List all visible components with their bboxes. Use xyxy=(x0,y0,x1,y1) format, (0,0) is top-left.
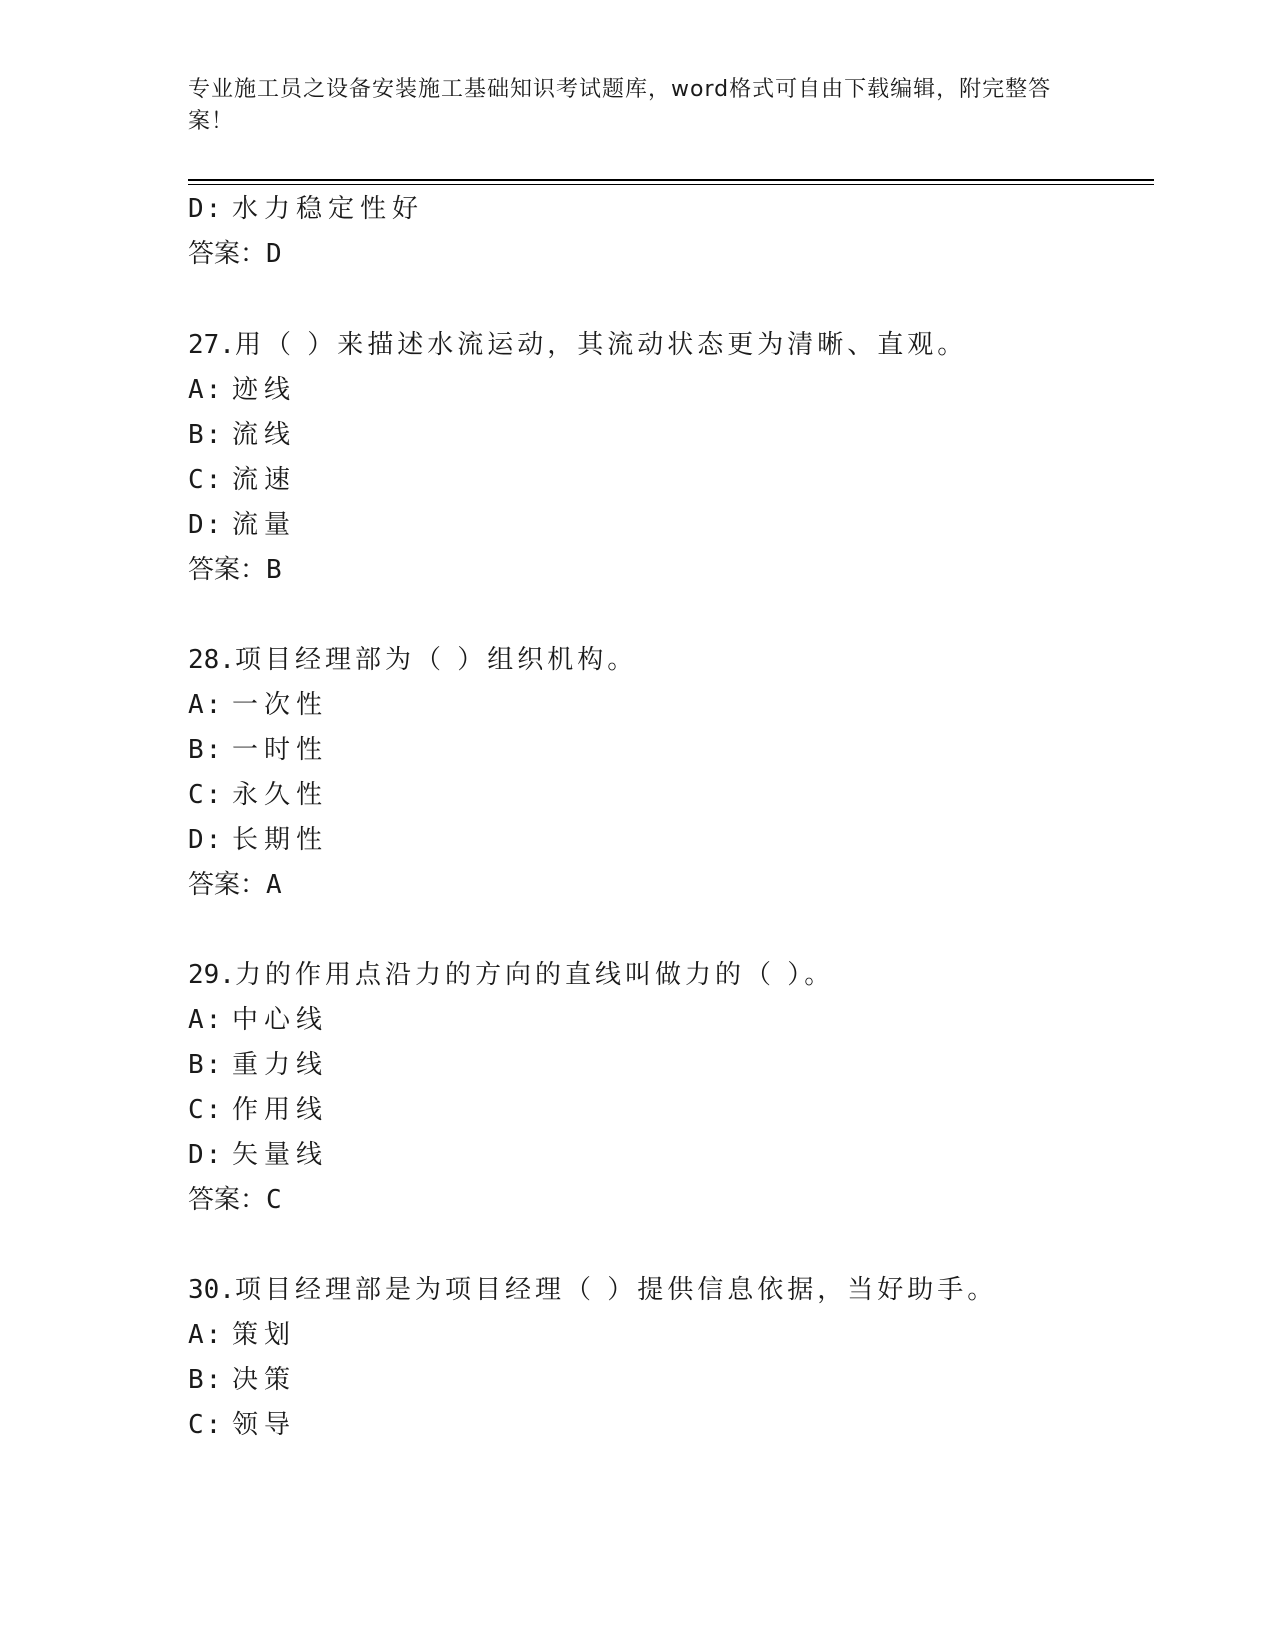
question-text: 力的作用点沿力的方向的直线叫做力的（ ）。 xyxy=(234,960,835,990)
question-text: 项目经理部为（ ）组织机构。 xyxy=(234,645,638,675)
option-label: A: xyxy=(188,375,224,405)
header-rule-thin xyxy=(188,184,1154,185)
option-label: C: xyxy=(188,780,224,810)
option-label: D: xyxy=(188,194,224,224)
question-text: 用（ ）来描述水流运动，其流动状态更为清晰、直观。 xyxy=(234,330,968,360)
question-28 xyxy=(188,643,637,677)
option-label: D: xyxy=(188,1140,224,1170)
question-30 xyxy=(188,1273,997,1307)
option-label: B: xyxy=(188,1365,224,1395)
q28-option-a xyxy=(188,688,328,722)
document-header: 专业施工员之设备安装施工基础知识考试题库，word格式可自由下载编辑，附完整答案！ xyxy=(188,77,1052,134)
option-text: 流线 xyxy=(232,420,297,450)
option-text: 领导 xyxy=(232,1410,297,1440)
option-text: 迹线 xyxy=(232,375,297,405)
q27-option-d xyxy=(188,508,296,542)
q28-option-b xyxy=(188,733,328,767)
question-29 xyxy=(188,958,834,992)
option-text: 矢量线 xyxy=(232,1140,329,1170)
option-label: D: xyxy=(188,825,224,855)
prev-answer xyxy=(188,237,282,271)
option-text: 一次性 xyxy=(232,690,329,720)
question-number: 30. xyxy=(188,1275,235,1305)
question-27 xyxy=(188,328,967,362)
answer-label: 答案： xyxy=(188,1185,267,1215)
option-text: 重力线 xyxy=(232,1050,329,1080)
answer-label: 答案： xyxy=(188,870,267,900)
q29-option-c xyxy=(188,1093,328,1127)
option-text: 决策 xyxy=(232,1365,297,1395)
question-number: 28. xyxy=(188,645,235,675)
q28-option-d xyxy=(188,823,328,857)
q28-option-c xyxy=(188,778,328,812)
header-rule-thick xyxy=(188,179,1154,181)
answer-value: B xyxy=(266,555,282,585)
option-label: A: xyxy=(188,1320,224,1350)
option-text: 流量 xyxy=(232,510,297,540)
prev-option-d xyxy=(188,192,424,226)
option-label: C: xyxy=(188,1095,224,1125)
question-number: 29. xyxy=(188,960,235,990)
option-text: 水力稳定性好 xyxy=(232,194,425,224)
option-text: 一时性 xyxy=(232,735,329,765)
option-text: 中心线 xyxy=(232,1005,329,1035)
q29-answer xyxy=(188,1183,282,1217)
option-text: 流速 xyxy=(232,465,297,495)
option-label: B: xyxy=(188,1050,224,1080)
q30-option-a xyxy=(188,1318,296,1352)
q27-option-b xyxy=(188,418,296,452)
q30-option-c xyxy=(188,1408,296,1442)
answer-label: 答案： xyxy=(188,555,267,585)
option-text: 策划 xyxy=(232,1320,297,1350)
option-label: A: xyxy=(188,1005,224,1035)
q27-option-a xyxy=(188,373,296,407)
question-number: 27. xyxy=(188,330,235,360)
q28-answer xyxy=(188,868,282,902)
option-label: D: xyxy=(188,510,224,540)
question-text: 项目经理部是为项目经理（ ）提供信息依据，当好助手。 xyxy=(234,1275,998,1305)
q27-option-c xyxy=(188,463,296,497)
q29-option-d xyxy=(188,1138,328,1172)
answer-label: 答案： xyxy=(188,239,267,269)
answer-value: A xyxy=(266,870,282,900)
option-label: B: xyxy=(188,735,224,765)
option-text: 长期性 xyxy=(232,825,329,855)
answer-value: D xyxy=(266,239,282,269)
option-label: C: xyxy=(188,1410,224,1440)
answer-value: C xyxy=(266,1185,282,1215)
q27-answer xyxy=(188,553,282,587)
option-label: C: xyxy=(188,465,224,495)
q29-option-a xyxy=(188,1003,328,1037)
q29-option-b xyxy=(188,1048,328,1082)
option-label: A: xyxy=(188,690,224,720)
option-label: B: xyxy=(188,420,224,450)
q30-option-b xyxy=(188,1363,296,1397)
option-text: 永久性 xyxy=(232,780,329,810)
option-text: 作用线 xyxy=(232,1095,329,1125)
